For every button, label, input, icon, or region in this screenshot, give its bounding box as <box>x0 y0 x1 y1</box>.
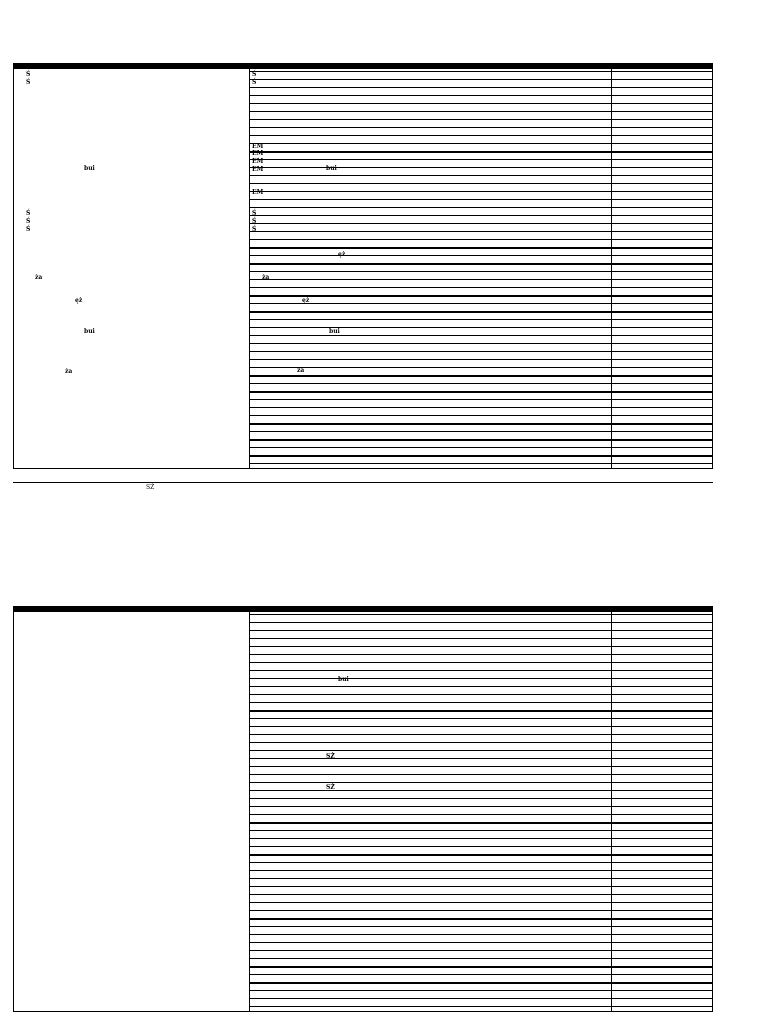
table-row-rule <box>249 391 713 393</box>
table-row-rule <box>249 878 713 879</box>
table-row-rule <box>249 902 713 903</box>
table-row-rule <box>249 694 713 695</box>
middle-fragment: EM <box>252 158 264 165</box>
table-row-rule <box>249 159 713 160</box>
table-row-rule <box>249 942 713 943</box>
table-row-rule <box>249 1006 713 1007</box>
middle-fragment: EM <box>252 166 264 173</box>
table-row-rule <box>249 886 713 887</box>
table-row-rule <box>249 183 713 184</box>
table-row-rule <box>249 918 713 920</box>
table-row-rule <box>249 167 713 168</box>
left-fragment: Ś <box>26 218 31 225</box>
middle-fragment: bui <box>326 165 337 172</box>
table-row-rule <box>249 934 713 935</box>
table-row-rule <box>249 151 713 153</box>
table-row-rule <box>249 974 713 975</box>
table-row-rule <box>249 415 713 416</box>
middle-fragment: EM <box>252 189 264 196</box>
table-row-rule <box>249 958 713 959</box>
table-row-rule <box>249 846 713 847</box>
table-1 <box>13 63 713 469</box>
table-row-rule <box>249 638 713 639</box>
table-row-rule <box>249 351 713 352</box>
middle-fragment: Ś <box>252 226 257 233</box>
table-row-rule <box>249 862 713 863</box>
table-row-rule <box>249 870 713 871</box>
table-row-rule <box>249 670 713 671</box>
table-row-rule <box>249 830 713 831</box>
table-row-rule <box>249 758 713 759</box>
table-row-rule <box>249 806 713 807</box>
table-row-rule <box>249 79 713 80</box>
table-row-rule <box>249 630 713 631</box>
table-row-rule <box>249 367 713 368</box>
table-row-rule <box>249 95 713 96</box>
table-row-rule <box>249 790 713 791</box>
table-2-col-divider-1 <box>249 606 250 1012</box>
table-row-rule <box>249 343 713 344</box>
table-row-rule <box>249 319 713 320</box>
table-row-rule <box>249 127 713 128</box>
table-row-rule <box>249 335 713 336</box>
table-row-rule <box>249 399 713 400</box>
table-row-rule <box>249 910 713 911</box>
table-row-rule <box>249 726 713 727</box>
table-row-rule <box>249 854 713 856</box>
table-row-rule <box>249 798 713 799</box>
middle-fragment: Ś <box>252 210 257 217</box>
table-row-rule <box>249 734 713 735</box>
table-row-rule <box>249 255 713 256</box>
table-row-rule <box>249 439 713 441</box>
table-row-rule <box>249 111 713 112</box>
middle-fragment: Ś <box>252 218 257 225</box>
table-row-rule <box>249 223 713 224</box>
table-row-rule <box>249 263 713 265</box>
middle-fragment: bui <box>338 676 349 683</box>
table-row-rule <box>249 614 713 615</box>
left-fragment: Ś <box>26 79 31 86</box>
table-row-rule <box>249 271 713 272</box>
left-fragment: Ś <box>26 210 31 217</box>
left-fragment: ża <box>35 274 43 281</box>
footer-fragment: SŻ <box>146 484 155 491</box>
table-row-rule <box>249 926 713 927</box>
table-row-rule <box>249 678 713 679</box>
middle-fragment: Ś <box>252 79 257 86</box>
table-row-rule <box>249 447 713 448</box>
table-1-col-divider-2 <box>611 63 612 469</box>
table-row-rule <box>249 303 713 304</box>
table-row-rule <box>249 407 713 408</box>
table-row-rule <box>249 814 713 815</box>
table-1-col-divider-1 <box>249 63 250 469</box>
table-row-rule <box>249 982 713 984</box>
middle-fragment: EM <box>252 143 264 150</box>
table-row-rule <box>249 423 713 425</box>
table-row-rule <box>249 207 713 208</box>
table-row-rule <box>249 247 713 249</box>
table-row-rule <box>249 239 713 240</box>
middle-fragment: ża <box>262 274 270 281</box>
table-row-rule <box>249 990 713 991</box>
table-row-rule <box>249 463 713 464</box>
table-row-rule <box>249 135 713 136</box>
table-row-rule <box>249 175 713 176</box>
table-row-rule <box>249 822 713 824</box>
left-fragment: ęż <box>75 297 83 304</box>
table-2-col-divider-2 <box>611 606 612 1012</box>
table-row-rule <box>249 119 713 120</box>
footer-rule <box>13 482 713 483</box>
table-row-rule <box>249 295 713 297</box>
table-row-rule <box>249 710 713 712</box>
middle-fragment: Ś <box>252 71 257 78</box>
table-row-rule <box>249 654 713 655</box>
table-row-rule <box>249 383 713 384</box>
table-row-rule <box>249 998 713 999</box>
table-row-rule <box>249 215 713 216</box>
table-row-rule <box>249 894 713 895</box>
table-row-rule <box>249 782 713 783</box>
table-row-rule <box>249 646 713 647</box>
left-fragment: Ś <box>26 226 31 233</box>
table-row-rule <box>249 702 713 703</box>
table-row-rule <box>249 950 713 951</box>
table-row-rule <box>249 199 713 200</box>
middle-fragment: SŻ <box>326 784 335 791</box>
table-row-rule <box>249 455 713 457</box>
table-row-rule <box>249 143 713 144</box>
middle-fragment: ęż <box>302 297 310 304</box>
left-fragment: bui <box>84 165 95 172</box>
table-row-rule <box>249 375 713 377</box>
left-fragment: bui <box>84 328 95 335</box>
table-row-rule <box>249 718 713 719</box>
table-row-rule <box>249 359 713 360</box>
table-2 <box>13 606 713 1012</box>
table-row-rule <box>249 622 713 623</box>
table-row-rule <box>249 662 713 663</box>
table-row-rule <box>249 287 713 288</box>
table-row-rule <box>249 686 713 687</box>
table-row-rule <box>249 87 713 88</box>
table-row-rule <box>249 838 713 839</box>
table-row-rule <box>249 327 713 328</box>
middle-fragment: ęż <box>338 251 346 258</box>
table-row-rule <box>249 231 713 232</box>
table-row-rule <box>249 311 713 313</box>
table-row-rule <box>249 103 713 104</box>
middle-fragment: ża <box>297 367 305 374</box>
middle-fragment: EM <box>252 150 264 157</box>
table-row-rule <box>249 71 713 72</box>
table-row-rule <box>249 279 713 280</box>
table-row-rule <box>249 750 713 751</box>
left-fragment: Ś <box>26 71 31 78</box>
table-row-rule <box>249 766 713 767</box>
table-row-rule <box>249 774 713 775</box>
table-row-rule <box>249 191 713 192</box>
table-row-rule <box>249 431 713 432</box>
middle-fragment: SŻ <box>326 753 335 760</box>
table-row-rule <box>249 742 713 743</box>
left-fragment: ża <box>65 368 73 375</box>
middle-fragment: bui <box>329 328 340 335</box>
table-row-rule <box>249 966 713 968</box>
